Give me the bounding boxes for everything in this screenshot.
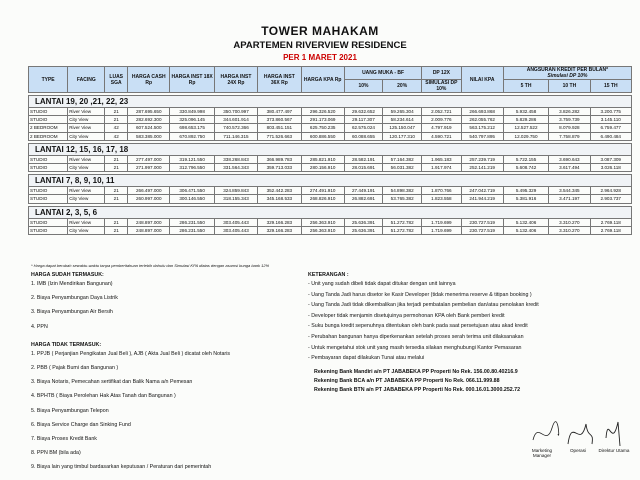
col-inst24: HARGA INST 24X Rp: [214, 67, 257, 93]
table-cell: 3.310.270: [549, 218, 590, 226]
table-cell: 325.096.145: [170, 116, 214, 124]
table-cell: River View: [68, 108, 105, 116]
table-cell: 2.009.776: [422, 116, 461, 124]
table-cell: 54.898.382: [383, 187, 422, 195]
keterangan-section: [308, 272, 628, 396]
table-cell: 359.713.033: [258, 163, 301, 171]
table-cell: 3.826.282: [549, 108, 590, 116]
table-cell: 260.997.000: [128, 195, 170, 203]
table-cell: 5.132.406: [503, 218, 548, 226]
signature-direktur: Direktur Utama: [598, 448, 630, 453]
table-cell: 280.156.910: [301, 163, 344, 171]
keterangan-item: - Perubahan bangunan hanya diperkenankan setelah proses serah terima unit dilaksanakan: [308, 333, 524, 340]
table-cell: 1.917.974: [422, 163, 461, 171]
table-cell: 51.272.782: [383, 218, 422, 226]
table-cell: City View: [68, 132, 105, 140]
table-cell: 21: [105, 218, 128, 226]
table-cell: 5.132.406: [503, 226, 548, 234]
floor-label: LANTAI 7, 8, 9, 10, 11: [29, 175, 632, 187]
col-luas: LUAS SGA: [105, 67, 128, 93]
table-cell: City View: [68, 116, 105, 124]
table-cell: 607.524.500: [128, 124, 170, 132]
table-cell: 5.932.458: [503, 108, 548, 116]
keterangan-heading: KETERANGAN :: [308, 272, 349, 278]
signature-marketing: Marketing Manager: [531, 448, 553, 458]
table-cell: 21: [105, 155, 128, 163]
table-cell: 21: [105, 195, 128, 203]
col-inst18: HARGA INST 18X Rp: [170, 67, 214, 93]
col-uang-muka: UANG MUKA - BF: [344, 67, 421, 80]
table-cell: 12.029.750: [503, 132, 548, 140]
table-cell: 318.155.343: [214, 195, 257, 203]
col-facing: FACING: [68, 67, 105, 93]
table-cell: 600.886.550: [301, 132, 344, 140]
table-cell: 540.797.895: [461, 132, 503, 140]
table-cell: 287.695.650: [128, 108, 170, 116]
table-cell: STUDIO: [29, 163, 68, 171]
table-cell: City View: [68, 195, 105, 203]
table-row: [29, 155, 632, 163]
table-cell: 740.572.366: [214, 124, 257, 132]
keterangan-item: - Pembayaran dapat dilakukan Tunai atau melalui: [308, 355, 425, 362]
table-cell: 42: [105, 132, 128, 140]
floor-label: LANTAI 12, 15, 16, 17, 18: [29, 143, 632, 155]
col-nilai-kpa: NILAI KPA: [461, 67, 503, 93]
table-cell: 286.231.550: [170, 226, 214, 234]
table-cell: 56.031.382: [383, 163, 422, 171]
table-cell: 303.405.443: [214, 226, 257, 234]
table-cell: 21: [105, 226, 128, 234]
signatures-graphic: [528, 410, 628, 452]
table-row: [29, 195, 632, 203]
table-cell: 248.897.000: [128, 226, 170, 234]
table-cell: City View: [68, 226, 105, 234]
table-cell: 8.079.928: [549, 124, 590, 132]
table-cell: 563.175.212: [461, 124, 503, 132]
table-cell: 256.363.910: [301, 226, 344, 234]
table-cell: 5.608.742: [503, 163, 548, 171]
table-cell: 25.636.391: [344, 218, 382, 226]
table-cell: 277.497.000: [128, 155, 170, 163]
table-row: [29, 226, 632, 234]
floor-group-row: [29, 175, 632, 187]
table-cell: 42: [105, 124, 128, 132]
table-cell: 5.381.916: [503, 195, 548, 203]
keterangan-item: - Uang Tanda Jadi tidak dikembalikan jika terjadi pembatalan pembelian dan/atau penolakan kredit: [308, 302, 539, 309]
table-cell: 252.141.219: [461, 163, 503, 171]
table-cell: 266.497.000: [128, 187, 170, 195]
table-cell: 59.265.304: [383, 108, 422, 116]
table-cell: 3.544.345: [549, 187, 590, 195]
signature-operasi: Operasi: [569, 448, 587, 453]
table-row: [29, 116, 632, 124]
excluded-item: 2. PBB ( Pajak Bumi dan Bangunan ): [31, 364, 119, 371]
bank-account: Rekening Bank Mandiri a/n PT JABABEKA PP Properti No Rek. 156.00.80.40216.9: [314, 368, 518, 375]
table-cell: 21: [105, 187, 128, 195]
table-cell: 29.632.652: [344, 108, 382, 116]
floor-group-row: [29, 143, 632, 155]
keterangan-item: - Unit yang sudah dibeli tidak dapat ditukar dengan unit lainnya: [308, 281, 456, 287]
excluded-item: 7. Biaya Proses Kredit Bank: [31, 435, 97, 442]
col-15th: 15 TH: [590, 80, 631, 93]
table-cell: 58.234.614: [383, 116, 422, 124]
table-cell: 27.449.191: [344, 187, 382, 195]
table-cell: STUDIO: [29, 195, 68, 203]
price-date: PER 1 MARET 2021: [283, 53, 357, 62]
excluded-item: 9. Biaya lain yang timbul bardasarkan keputusan / Peraturan dari pemerintah: [31, 464, 212, 471]
table-cell: 1.823.558: [422, 195, 461, 203]
table-cell: 256.363.910: [301, 218, 344, 226]
excluded-item: 5. Biaya Penyambungan Telepon: [31, 407, 109, 414]
table-cell: 711.146.315: [214, 132, 257, 140]
col-type: TYPE: [29, 67, 68, 93]
col-cash: HARGA CASH Rp: [128, 67, 170, 93]
table-cell: 291.173.069: [301, 116, 344, 124]
table-cell: 28.015.691: [344, 163, 382, 171]
excluded-item: 4. BPHTB ( Biaya Perolehan Hak Atas Tanah dan Bangunan ): [31, 393, 176, 400]
table-cell: 28.582.191: [344, 155, 382, 163]
table-cell: 3.617.494: [549, 163, 590, 171]
table-cell: 271.997.000: [128, 163, 170, 171]
table-cell: 7.758.879: [549, 132, 590, 140]
table-row: [29, 132, 632, 140]
page-title: TOWER MAHAKAM: [261, 24, 379, 38]
col-dp12-sub: SIMULASI DP 10%: [422, 80, 461, 93]
table-cell: 1.870.766: [422, 187, 461, 195]
table-cell: 3.759.739: [549, 116, 590, 124]
table-cell: STUDIO: [29, 108, 68, 116]
table-cell: 366.989.783: [258, 155, 301, 163]
table-cell: 5.495.329: [503, 187, 548, 195]
table-cell: 2.769.118: [590, 226, 631, 234]
table-cell: 247.042.719: [461, 187, 503, 195]
price-table: [28, 66, 632, 235]
table-cell: 3.200.775: [590, 108, 631, 116]
included-item: 4. PPN: [31, 323, 48, 330]
included-heading: HARGA SUDAH TERMASUK:: [31, 272, 104, 278]
table-row: [29, 218, 632, 226]
table-cell: STUDIO: [29, 187, 68, 195]
table-cell: 120.177.310: [383, 132, 422, 140]
table-cell: 266.693.868: [461, 108, 503, 116]
table-cell: 583.385.000: [128, 132, 170, 140]
table-cell: 2.964.928: [590, 187, 631, 195]
table-cell: 62.575.024: [344, 124, 382, 132]
table-cell: 344.601.914: [214, 116, 257, 124]
excluded-item: 1. PPJB ( Perjanjian Pengikatan Jual Beli ), AJB ( Akta Jual Beli ) dicatat oleh Notaris: [31, 350, 231, 357]
table-cell: 230.727.519: [461, 218, 503, 226]
keterangan-item: - Uang Tanda Jadi harus disetor ke Kasir Developer (tidak menerima reserve & titipan booking ): [308, 291, 532, 298]
table-cell: 257.239.719: [461, 155, 503, 163]
table-cell: 60.088.655: [344, 132, 382, 140]
table-cell: 1.719.699: [422, 226, 461, 234]
angsuran-label: ANGSURAN KREDIT PER BULAN*: [526, 67, 609, 73]
table-cell: 3.145.110: [590, 116, 631, 124]
table-cell: 319.121.550: [170, 155, 214, 163]
excluded-item: 3. Biaya Notaris, Pemecahan sertifikat dan Balik Nama a/n Pemesan: [31, 379, 193, 386]
table-cell: 300.146.550: [170, 195, 214, 203]
table-cell: 3.087.309: [590, 155, 631, 163]
floor-label: LANTAI 2, 3, 5, 6: [29, 206, 632, 218]
table-cell: 285.821.910: [301, 155, 344, 163]
table-cell: 4.590.721: [422, 132, 461, 140]
keterangan-item: - Developer tidak menjamin disetujuinya permohonan KPA oleh Bank pemberi kredit: [308, 312, 505, 319]
table-cell: 338.268.843: [214, 155, 257, 163]
table-cell: 248.897.000: [128, 218, 170, 226]
table-cell: STUDIO: [29, 226, 68, 234]
table-cell: 262.055.762: [461, 116, 503, 124]
table-row: [29, 187, 632, 195]
table-cell: 2.903.737: [590, 195, 631, 203]
table-cell: 2 BEDROOM: [29, 124, 68, 132]
table-cell: 282.692.300: [128, 116, 170, 124]
col-dp12: DP 12X: [422, 67, 461, 80]
table-cell: City View: [68, 163, 105, 171]
included-item: 1. IMB (Izin Mendirikan Bangunan): [31, 281, 113, 287]
table-cell: 803.451.151: [258, 124, 301, 132]
table-cell: 5.829.286: [503, 116, 548, 124]
table-cell: 4.797.919: [422, 124, 461, 132]
col-inst36: HARGA INST 36X Rp: [258, 67, 301, 93]
table-cell: 286.231.550: [170, 218, 214, 226]
table-cell: 380.477.497: [258, 108, 301, 116]
table-cell: 6.759.477: [590, 124, 631, 132]
table-cell: 331.564.343: [214, 163, 257, 171]
col-10th: 10 TH: [549, 80, 590, 93]
table-cell: STUDIO: [29, 116, 68, 124]
table-cell: River View: [68, 155, 105, 163]
included-item: 2. Biaya Penyambungan Daya Listrik: [31, 295, 118, 302]
excluded-item: 8. PPN BM (bila ada): [31, 450, 81, 457]
col-5th: 5 TH: [503, 80, 548, 93]
included-item: 3. Biaya Penyambungan Air Bersih: [31, 309, 113, 316]
table-cell: 125.150.047: [383, 124, 422, 132]
angsuran-sub: Simulasi DP 10%: [547, 73, 588, 79]
table-cell: 6.490.484: [590, 132, 631, 140]
table-cell: 1.965.183: [422, 155, 461, 163]
table-cell: 329.166.283: [258, 226, 301, 234]
table-cell: 57.164.382: [383, 155, 422, 163]
table-cell: 306.471.550: [170, 187, 214, 195]
table-cell: River View: [68, 124, 105, 132]
bank-account: Rekening Bank BCA a/n PT JABABEKA PP Properti No Rek. 066.11.999.88: [314, 377, 500, 384]
bank-account: Rekening Bank BTN a/n PT JABABEKA PP Properti No Rek. 000.16.01.3000.252.72: [314, 386, 521, 393]
table-row: [29, 163, 632, 171]
table-cell: STUDIO: [29, 218, 68, 226]
table-cell: 2.052.721: [422, 108, 461, 116]
table-cell: 3.026.118: [590, 163, 631, 171]
excluded-heading: HARGA TIDAK TERMASUK:: [31, 341, 102, 348]
col-um-10: 10%: [344, 80, 382, 93]
table-cell: STUDIO: [29, 155, 68, 163]
footnote: * Harga dapat berubah sewaktu-waktu tanpa pemberitahuan terlebih dahulu dan Simulasi KPA diatas dengan asumsi bunga bank 12%: [31, 263, 270, 268]
col-um-20: 20%: [383, 80, 422, 93]
table-cell: 296.326.520: [301, 108, 344, 116]
table-cell: 3.310.270: [549, 226, 590, 234]
table-cell: 670.892.750: [170, 132, 214, 140]
table-cell: 25.636.391: [344, 226, 382, 234]
table-cell: 329.166.283: [258, 218, 301, 226]
table-cell: 312.796.550: [170, 163, 214, 171]
table-cell: 241.944.219: [461, 195, 503, 203]
table-cell: 771.526.663: [258, 132, 301, 140]
table-cell: 230.727.519: [461, 226, 503, 234]
table-cell: 373.860.567: [258, 116, 301, 124]
table-cell: 2 BEDROOM: [29, 132, 68, 140]
page-subtitle: APARTEMEN RIVERVIEW RESIDENCE: [233, 40, 407, 51]
excluded-item: 6. Biaya Service Charge dan Sinking Fund: [31, 421, 131, 428]
table-row: [29, 124, 632, 132]
table-cell: 268.826.910: [301, 195, 344, 203]
table-cell: 350.700.997: [214, 108, 257, 116]
table-cell: 21: [105, 116, 128, 124]
table-cell: 53.765.382: [383, 195, 422, 203]
table-cell: 29.117.307: [344, 116, 382, 124]
table-cell: 625.750.235: [301, 124, 344, 132]
col-kpa: HARGA KPA Rp: [301, 67, 344, 93]
table-cell: 303.405.443: [214, 218, 257, 226]
table-cell: River View: [68, 187, 105, 195]
table-cell: 330.849.998: [170, 108, 214, 116]
keterangan-item: - Untuk mengetahui stok unit yang masih tersedia silakan menghubungi Kantor Pemasaran: [308, 344, 522, 351]
table-row: [29, 108, 632, 116]
table-cell: 698.653.175: [170, 124, 214, 132]
table-cell: 345.168.533: [258, 195, 301, 203]
table-cell: 21: [105, 108, 128, 116]
table-cell: 5.722.155: [503, 155, 548, 163]
table-cell: 324.859.843: [214, 187, 257, 195]
table-cell: River View: [68, 218, 105, 226]
table-cell: 3.471.197: [549, 195, 590, 203]
table-cell: 1.719.699: [422, 218, 461, 226]
table-cell: 21: [105, 163, 128, 171]
floor-group-row: [29, 96, 632, 108]
table-cell: 274.491.910: [301, 187, 344, 195]
col-angsuran: [503, 67, 631, 80]
price-conditions: [31, 272, 301, 478]
table-cell: 2.769.118: [590, 218, 631, 226]
keterangan-item: - Suku bunga kredit sepenuhnya ditentukan oleh bank pada saat persetujuan atau akad kredit: [308, 323, 528, 330]
floor-group-row: [29, 206, 632, 218]
table-cell: 26.882.691: [344, 195, 382, 203]
table-cell: 12.527.522: [503, 124, 548, 132]
table-cell: 51.272.782: [383, 226, 422, 234]
table-cell: 3.690.643: [549, 155, 590, 163]
floor-label: LANTAI 19, 20 ,21, 22, 23: [29, 96, 632, 108]
table-cell: 352.442.283: [258, 187, 301, 195]
